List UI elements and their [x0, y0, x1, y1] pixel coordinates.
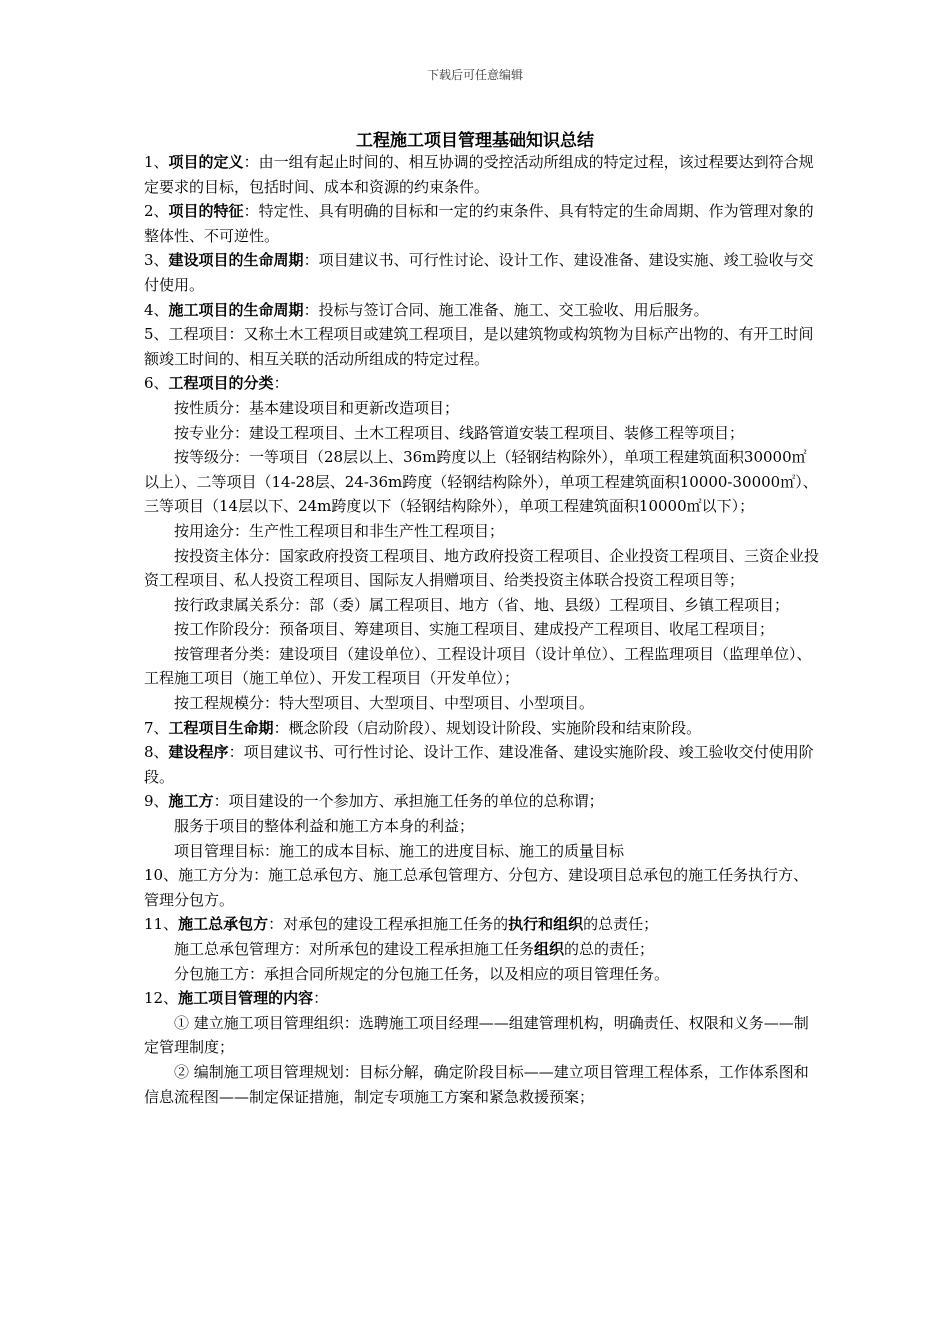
item-term: 项目的定义: [168, 153, 244, 171]
item-number: 8、: [144, 743, 169, 762]
item-number: 4、: [144, 300, 169, 319]
classification-stage: 按工作阶段分：预备项目、筹建项目、实施工程项目、建成投产工程项目、收尾工程项目；: [174, 620, 775, 639]
item-term: 项目的特征: [168, 202, 244, 221]
item-colon: ：: [243, 153, 259, 171]
item-colon: ：: [303, 300, 319, 319]
item-term: 工程项目的分类: [168, 374, 274, 393]
item-number: 9、: [144, 792, 169, 811]
contractor-goals: 项目管理目标：施工的成本目标、施工的进度目标、施工的质量目标: [174, 841, 625, 860]
item-term: 建设程序: [168, 743, 229, 762]
item-text: 施工总承包管理方：对所承包的建设工程承担施工任务: [174, 940, 535, 958]
item-number: 11、: [144, 915, 179, 934]
item-term: 工程项目生命期: [168, 718, 274, 737]
item-colon: ：: [273, 374, 289, 393]
item-number: 1、: [144, 153, 169, 171]
item-number: 3、: [144, 251, 169, 270]
item-colon: ：: [228, 743, 244, 762]
item-7: [144, 716, 820, 741]
item-text: 特定性、具有明确的目标和一定的约束条件、具有特定的生命周期、作为管理对象的整体性、不可逆性。: [144, 202, 814, 245]
document-title: 工程施工项目管理基础知识总结: [356, 131, 594, 151]
classification-nature: 按性质分：基本建设项目和更新改造项目；: [174, 398, 460, 417]
item-term: 建设项目的生命周期: [168, 251, 304, 270]
contractor-interest: 服务于项目的整体利益和施工方本身的利益；: [174, 817, 475, 836]
content-step-1: ① 建立施工项目管理组织：选聘施工项目经理——组建管理机构，明确责任、权限和义务——制定管理制度；: [144, 1013, 809, 1057]
page-header: 下载后可任意编辑: [426, 68, 523, 82]
item-colon: ：: [303, 251, 319, 270]
item-text: 投标与签订合同、施工准备、施工、交工验收、用后服务。: [318, 300, 709, 319]
item-text: 由一组有起止时间的、相互协调的受控活动所组成的特定过程，该过程要达到符合规定要求的目标，包括时间、成本和资源的约束条件。: [144, 153, 814, 196]
classification-grade: 按等级分：一等项目（28层以上、36m跨度以上（轻钢结构除外），单项工程建筑面积30000㎡以上）、二等项目（14-28层、24-36m跨度（轻钢结构除外），单项工程建筑面积10000-30000㎡）、三等项目（14层以下、24m跨度以下（轻钢结构除外），单项工程建筑面积10000㎡以下）；: [144, 448, 818, 516]
item-term: 施工项目管理的内容: [178, 989, 314, 1008]
item-colon: ：: [268, 915, 284, 934]
item-colon: ：: [273, 718, 289, 737]
classification-scale: 按工程规模分：特大型项目、大型项目、中型项目、小型项目。: [174, 694, 595, 713]
item-colon: ：: [313, 989, 329, 1008]
document-body: [144, 150, 820, 1109]
classification-investor: 按投资主体分：国家政府投资工程项目、地方政府投资工程项目、企业投资工程项目、三资企业投资工程项目、私人投资工程项目、国际友人捐赠项目、给类投资主体联合投资工程项目等；: [144, 546, 820, 590]
item-text: 的总责任；: [583, 915, 659, 934]
item-number: 6、: [144, 374, 169, 393]
item-1: [144, 150, 820, 199]
item-number: 12、: [144, 989, 179, 1008]
item-text: 的总的责任；: [564, 940, 655, 958]
general-contract-manager: [144, 937, 820, 962]
classification-administration: 按行政隶属关系分：部（委）属工程项目、地方（省、地、县级）工程项目、乡镇工程项目；: [174, 595, 790, 614]
content-step-2: ② 编制施工项目管理规划：目标分解，确定阶段目标——建立项目管理工程体系，工作体系图和信息流程图——制定保证措施，制定专项施工方案和紧急救援预案；: [144, 1062, 809, 1106]
item-9: [144, 789, 820, 814]
item-number: 2、: [144, 202, 169, 221]
item-11: [144, 912, 820, 937]
item-8: [144, 740, 820, 789]
item-text: 对承包的建设工程承担施工任务的: [283, 915, 509, 934]
classification-manager: 按管理者分类：建设项目（建设单位）、工程设计项目（设计单位）、工程监理项目（监理单位）、工程施工项目（施工单位）、开发工程项目（开发单位）；: [144, 644, 812, 688]
item-5: 5、工程项目：又称土木工程项目或建筑工程项目，是以建筑物或构筑物为目标产出物的、有开工时间额竣工时间的、相互关联的活动所组成的特定过程。: [144, 325, 814, 368]
item-4: [144, 298, 820, 323]
item-number: 7、: [144, 718, 169, 737]
item-text: 概念阶段（启动阶段）、规划设计阶段、实施阶段和结束阶段。: [288, 718, 702, 737]
item-10: 10、施工方分为：施工总承包方、施工总承包管理方、分包方、建设项目总承包的施工任务执行方、管理分包方。: [144, 866, 809, 909]
item-2: [144, 199, 820, 248]
item-emphasis: 组织: [534, 940, 565, 958]
item-3: [144, 248, 820, 297]
item-text: 项目建议书、可行性讨论、设计工作、建设准备、建设实施、竣工验收与交付使用。: [144, 251, 814, 294]
item-6: [144, 371, 820, 396]
item-term: 施工总承包方: [178, 915, 269, 934]
item-colon: ：: [213, 792, 229, 811]
item-colon: ：: [243, 202, 259, 221]
item-12: [144, 986, 820, 1011]
item-term: 施工项目的生命周期: [168, 300, 304, 319]
classification-specialty: 按专业分：建设工程项目、土木工程项目、线路管道安装工程项目、装修工程等项目；: [174, 423, 745, 442]
item-emphasis: 执行和组织: [508, 915, 584, 934]
subcontractor: 分包施工方：承担合同所规定的分包施工任务，以及相应的项目管理任务。: [174, 964, 670, 983]
item-text: 项目建议书、可行性讨论、设计工作、建设准备、建设实施阶段、竣工验收交付使用阶段。: [144, 743, 814, 786]
item-term: 施工方: [168, 792, 214, 811]
item-text: 项目建设的一个参加方、承担施工任务的单位的总称谓；: [228, 792, 604, 811]
classification-usage: 按用途分：生产性工程项目和非生产性工程项目；: [174, 521, 505, 540]
